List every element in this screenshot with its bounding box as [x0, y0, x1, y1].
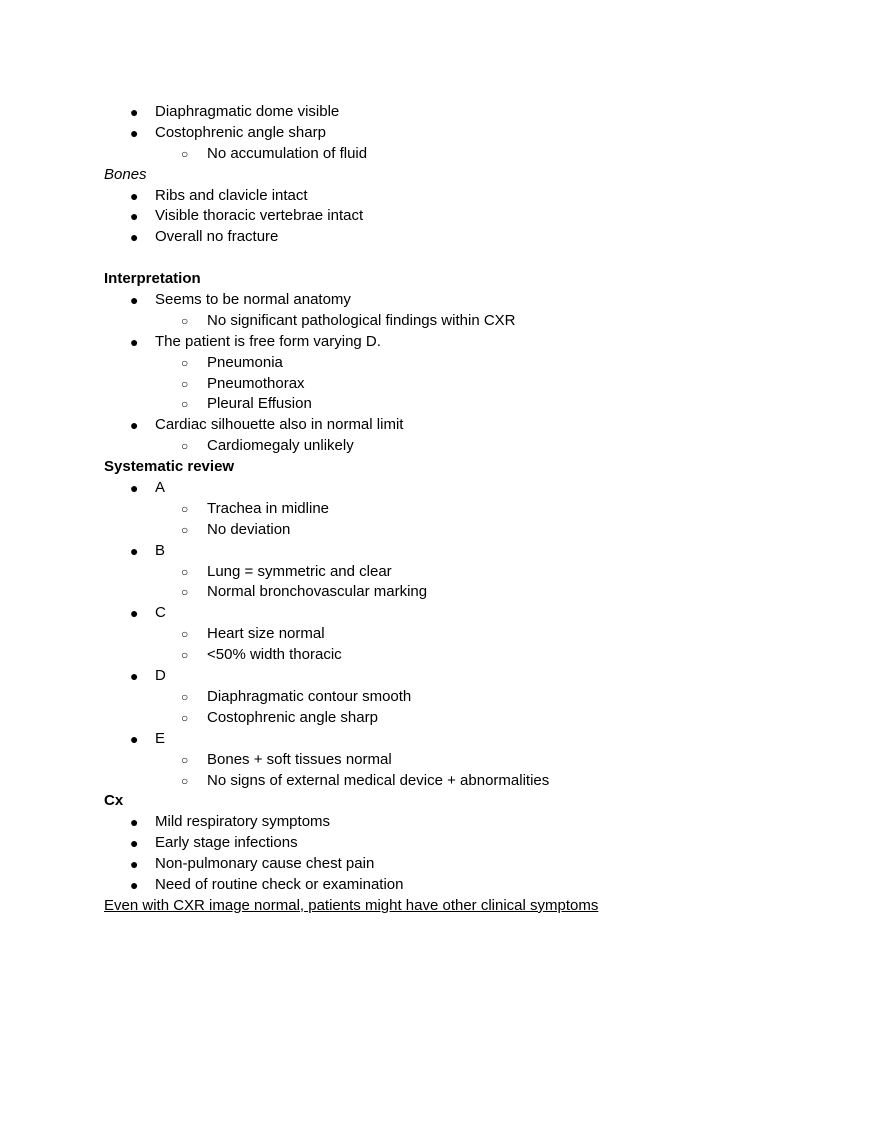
- sub-list-item: [0, 750, 880, 771]
- list-item-text: Ribs and clavicle intact: [155, 186, 308, 204]
- list-item-text: C: [155, 604, 166, 622]
- blank-line: [0, 248, 880, 269]
- bullet: ○: [181, 146, 189, 161]
- document-page: [0, 102, 880, 917]
- bullet: ○: [181, 313, 189, 328]
- bullet: ●: [130, 187, 139, 204]
- list-item-text: Diaphragmatic contour smooth: [207, 687, 412, 705]
- list-item-text: Mild respiratory symptoms: [155, 813, 331, 831]
- list-item: [0, 666, 880, 687]
- bullet: ●: [130, 542, 139, 559]
- sub-list-item: [0, 311, 880, 332]
- list-item: [0, 854, 880, 875]
- list-item: [0, 833, 880, 854]
- bullet: ●: [130, 104, 139, 120]
- sub-list-item: [0, 708, 880, 729]
- list-item: [0, 102, 880, 123]
- list-item: [0, 729, 880, 750]
- list-item: [0, 875, 880, 896]
- list-item-text: No accumulation of fluid: [207, 144, 368, 162]
- list-item-text: No signs of external medical device + abnormalities: [207, 771, 550, 789]
- list-item: [0, 332, 880, 353]
- sub-list-item: [0, 687, 880, 708]
- list-item-text: Trachea in midline: [207, 499, 329, 517]
- sub-list-item: [0, 645, 880, 666]
- sub-list-item: [0, 520, 880, 541]
- systematic-review-heading: Systematic review: [104, 458, 235, 476]
- footer-note: Even with CXR image normal, patients might have other clinical symptoms: [104, 896, 599, 914]
- list-item-text: Early stage infections: [155, 834, 298, 852]
- bullet: ○: [181, 439, 189, 454]
- list-item-text: <50% width thoracic: [207, 646, 342, 664]
- list-item-text: Pneumonia: [207, 353, 283, 371]
- bullet: ○: [181, 355, 189, 370]
- bullet: ●: [130, 605, 139, 622]
- sub-list-item: [0, 499, 880, 520]
- bullet: ●: [130, 229, 139, 246]
- list-item: [0, 812, 880, 833]
- bullet: ●: [130, 856, 139, 873]
- bullet: ●: [130, 292, 139, 309]
- list-item-text: Costophrenic angle sharp: [207, 708, 378, 726]
- list-item-text: Pleural Effusion: [207, 395, 312, 413]
- list-item: [0, 186, 880, 207]
- sub-list-item: [0, 771, 880, 792]
- list-item-text: Costophrenic angle sharp: [155, 123, 326, 141]
- list-item-text: Lung = symmetric and clear: [207, 562, 392, 580]
- bullet: ○: [181, 689, 189, 704]
- bullet: ●: [130, 208, 139, 225]
- bullet: ○: [181, 522, 189, 537]
- bullet: ●: [130, 124, 139, 141]
- bullet: ○: [181, 501, 189, 516]
- list-item-text: Non-pulmonary cause chest pain: [155, 855, 375, 873]
- list-item-text: The patient is free form varying D.: [155, 332, 381, 350]
- bullet: ●: [130, 668, 139, 685]
- list-item-text: Normal bronchovascular marking: [207, 583, 428, 601]
- list-item-text: No deviation: [207, 520, 291, 538]
- list-item-text: E: [155, 729, 166, 747]
- bullet: ○: [181, 752, 189, 767]
- list-item-text: Overall no fracture: [155, 228, 279, 246]
- list-item: [0, 206, 880, 227]
- bullet: ○: [181, 376, 189, 391]
- bullet: ●: [130, 480, 139, 497]
- cx-heading: Cx: [104, 792, 124, 810]
- list-item-text: Bones + soft tissues normal: [207, 750, 392, 768]
- sub-list-item: [0, 144, 880, 165]
- bullet: ○: [181, 710, 189, 725]
- list-item-text: Heart size normal: [207, 625, 325, 643]
- list-item: [0, 227, 880, 248]
- sub-list-item: [0, 624, 880, 645]
- list-item: [0, 541, 880, 562]
- bullet: ●: [130, 835, 139, 852]
- sub-list-item: [0, 436, 880, 457]
- bullet: ○: [181, 627, 189, 642]
- bullet: ●: [130, 876, 139, 893]
- list-item-text: B: [155, 541, 166, 559]
- list-item-text: D: [155, 667, 166, 685]
- bullet: ○: [181, 585, 189, 600]
- sub-list-item: [0, 394, 880, 415]
- list-item-text: Seems to be normal anatomy: [155, 291, 351, 309]
- list-item: [0, 603, 880, 624]
- list-item-text: Cardiomegaly unlikely: [207, 437, 354, 455]
- bullet: ○: [181, 564, 189, 579]
- bullet: ●: [130, 814, 139, 831]
- list-item: [0, 123, 880, 144]
- list-item-text: A: [155, 479, 166, 497]
- sub-list-item: [0, 374, 880, 395]
- bones-heading: Bones: [104, 165, 147, 183]
- list-item-text: Visible thoracic vertebrae intact: [155, 207, 364, 225]
- bullet: ●: [130, 333, 139, 350]
- sub-list-item: [0, 353, 880, 374]
- bullet: ●: [130, 417, 139, 434]
- list-item: [0, 478, 880, 499]
- list-item: [0, 415, 880, 436]
- bullet: ○: [181, 648, 189, 663]
- list-item-text: Pneumothorax: [207, 374, 305, 392]
- bullet: ○: [181, 773, 189, 788]
- list-item-text: Need of routine check or examination: [155, 875, 404, 893]
- bullet: ○: [181, 397, 189, 412]
- sub-list-item: [0, 562, 880, 583]
- interpretation-heading: Interpretation: [104, 270, 201, 288]
- list-item-text: Cardiac silhouette also in normal limit: [155, 416, 404, 434]
- bullet: ●: [130, 730, 139, 747]
- sub-list-item: [0, 582, 880, 603]
- list-item: [0, 290, 880, 311]
- list-item-text: No significant pathological findings within CXR: [207, 311, 516, 329]
- list-item-text: Diaphragmatic dome visible: [155, 103, 340, 120]
